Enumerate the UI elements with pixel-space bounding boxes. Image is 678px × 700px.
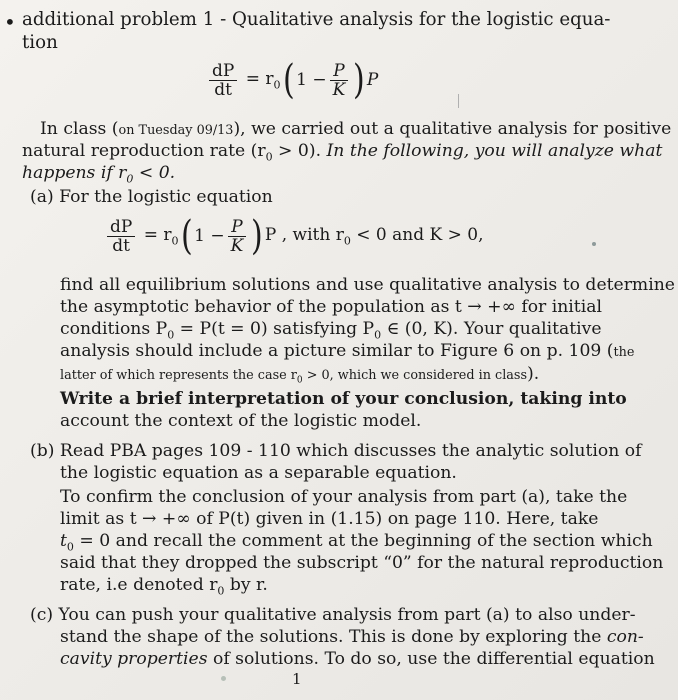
problem-title-line1: additional problem 1 - Qualitative analysis for the logistic equa- [22, 9, 611, 30]
part-c-line3: cavity properties of solutions. To do so, use the differential equation [60, 649, 655, 669]
bullet-marker: • [4, 10, 16, 34]
part-b-line6: said that they dropped the subscript “0” for the natural reproduction [60, 553, 664, 573]
part-a-equation: $\frac{dP}{dt}$ = $r_0$ ( 1 − $\frac{P}{K}$ ) P , with $r_0 < 0$ and K > 0, [104, 216, 483, 256]
part-b-line7: rate, i.e denoted $r_0$ by r. [60, 575, 268, 598]
eq-r0: = $r_0$ [245, 68, 281, 92]
part-c-line2: stand the shape of the solutions. This is done by exploring the con- [60, 627, 644, 647]
part-b-line4: limit as t → +∞ of P(t) given in (1.15) on page 110. Here, take [60, 509, 599, 529]
intro-line2: natural reproduction rate $(r_0 > 0)$. In the following, you will analyze what [22, 141, 663, 164]
stray-dot [592, 242, 596, 246]
part-a-line3: conditions $P_0 = P(t = 0)$ satisfying $P_0$ ∈ (0, K). Your qualitative [60, 319, 602, 342]
part-a-label: (a) For the logistic equation [30, 187, 273, 207]
part-b-line2: the logistic equation as a separable equation. [60, 463, 457, 483]
page-number: 1 [292, 670, 302, 688]
one-minus: 1 − [296, 70, 327, 90]
problem-title-line2: tion [22, 32, 58, 53]
part-b-line1: (b) Read PBA pages 109 - 110 which discusses the analytic solution of [30, 441, 642, 461]
part-b-line5: $t_0 = 0$ and recall the comment at the beginning of the section which [60, 531, 653, 554]
stray-mark [221, 676, 226, 681]
part-a-line6: Write a brief interpretation of your conclusion, taking into [60, 389, 627, 409]
eq-tail-p: P [366, 70, 379, 90]
part-a-line1: find all equilibrium solutions and use qualitative analysis to determine [60, 275, 675, 295]
pen-mark [458, 94, 459, 108]
part-a-condition: P , with $r_0 < 0$ and K > 0, [264, 224, 484, 248]
part-c-line1: (c) You can push your qualitative analysis from part (a) to also under- [30, 605, 636, 625]
logistic-equation-display: $\frac{dP}{dt}$ = $r_0$ ( 1 − $\frac{P}{K}$ ) P [206, 60, 378, 100]
p-over-k: $\frac{P}{K}$ [330, 62, 349, 99]
part-b-line3: To confirm the conclusion of your analysis from part (a), take the [60, 487, 628, 507]
intro-line1: In class (on Tuesday 09/13), we carried out a qualitative analysis for positive [40, 119, 672, 139]
derivative-fraction: $\frac{dP}{dt}$ [209, 62, 237, 99]
part-a-line2: the asymptotic behavior of the population as t → +∞ for initial [60, 297, 602, 317]
intro-line3: happens if $r_0 < 0$. [22, 163, 176, 186]
part-a-line4: analysis should include a picture similar to Figure 6 on p. 109 (the [60, 341, 635, 361]
part-a-line7: account the context of the logistic model. [60, 411, 422, 431]
part-a-line5: latter of which represents the case $r_0 > 0$, which we considered in class). [60, 364, 540, 386]
